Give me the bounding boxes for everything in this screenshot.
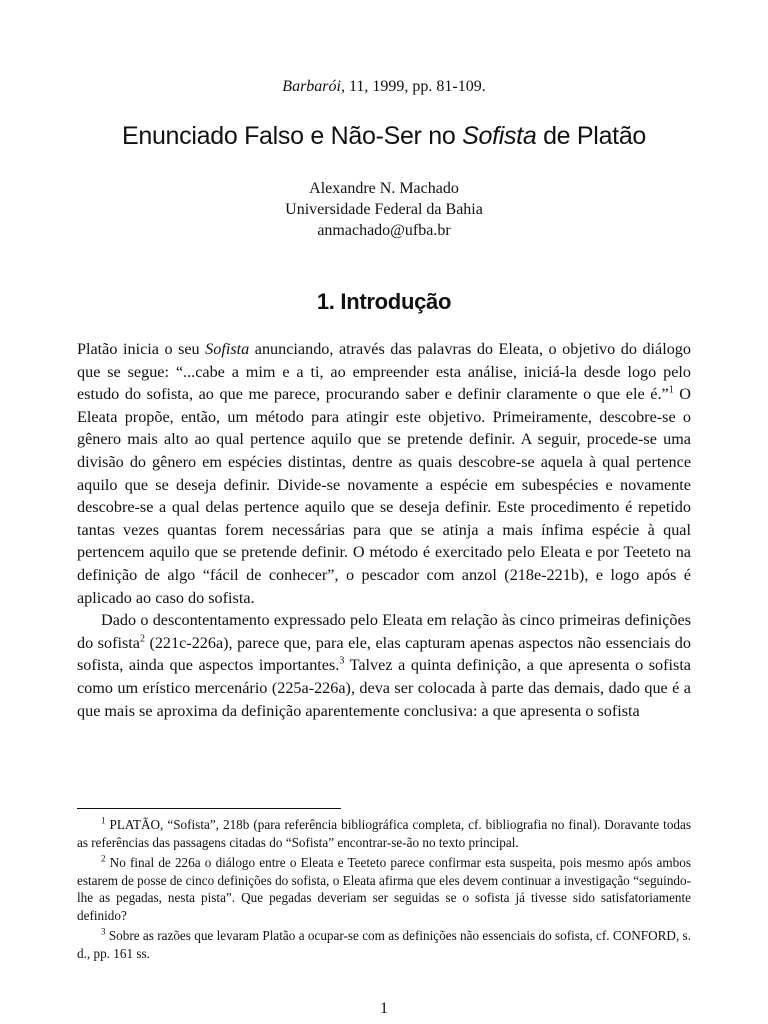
author-email: anmachado@ufba.br [317,222,451,239]
citation-details: , 11, 1999, pp. 81-109. [340,78,486,95]
journal-name: Barbarói [282,78,341,95]
page-number: 1 [380,1000,388,1017]
paragraph-1-part-a: Platão inicia o seu [77,340,206,358]
journal-citation [0,78,768,96]
paper-title [0,122,768,151]
author-block [0,178,768,241]
footnote-2-text: No final de 226a o diálogo entre o Eleata e Teeteto parece confirmar esta suspeita, pois mesmo após ambos estarem de posse de cinco definições do sofista, o Eleata afirma que eles devem continuar a investigação “seguindo-lhe as pegadas, nesta pista”. Que pegadas deveriam ser seguidas se o sofista já tivesse sido satisfatoriamente definido? [77,855,691,923]
paragraph-2-part-b: (221c-226a), parece que, para ele, elas capturam apenas aspectos não essenciais do sofista, ainda que aspectos importantes. [77,633,691,675]
footnotes [77,816,691,965]
footnote-ref-3[interactable]: 3 [339,655,345,667]
footnote-divider [77,808,341,809]
footnote-ref-1[interactable]: 1 [668,384,674,396]
title-italic-work: Sofista [462,122,537,150]
footnote-2-number: 2 [101,853,106,864]
title-part-2: de Platão [536,122,647,150]
paragraph-2-part-c: Talvez a quinta definição, a que apresenta o sofista como um erístico mercenário (225a-226a), deva ser colocada à parte das demais, dado que é a que mais se aproxima da definição aparentemente conclusiva: a que apresenta o sofista [77,656,691,720]
title-part-1: Enunciado Falso e Não-Ser no [121,122,463,150]
footnote-1-text: PLATÃO, “Sofista”, 218b (para referência bibliográfica completa, cf. bibliografia no final). Doravante todas as referências das passagens citadas do “Sofista” encontrar-se-ão no texto principal. [77,817,691,850]
footnote-1-number: 1 [101,815,106,826]
paragraph-2 [77,609,691,722]
footnote-2 [77,854,691,924]
footnote-ref-2[interactable]: 2 [139,633,145,645]
footnote-3 [77,927,691,962]
footnote-1 [77,816,691,851]
paragraph-1 [77,338,691,609]
author-affiliation: Universidade Federal da Bahia [285,201,483,218]
paragraph-1-part-b: anunciando, através das palavras do Eleata, o objetivo do diálogo que se segue: “...cabe a mim e a ti, ao empreender esta análise, iniciá-la desde logo pelo estudo do sofista, ao que me parece, procurando saber e definir claramente o que ele é.” [77,340,691,404]
author-name: Alexandre N. Machado [309,180,459,197]
paragraph-1-italic: Sofista [205,340,250,358]
footnote-3-text: Sobre as razões que levaram Platão a ocupar-se com as definições não essenciais do sofista, cf. CONFORD, s. d., pp. 161 ss. [77,928,691,961]
section-heading: 1. Introdução [316,289,452,314]
body-text [77,338,691,722]
paragraph-1-part-c: O Eleata propõe, então, um método para atingir este objetivo. Primeiramente, descobre-se o gênero mais alto ao qual pertence aquilo que se pretende definir. A seguir, procede-se uma divisão do gênero em espécies distintas, dentre as quais descobre-se aquela à qual pertence aquilo que se deseja definir. Divide-se novamente a espécie em subespécies e novamente descobre-se a qual delas pertence aquilo que se deseja definir. Este procedimento é repetido tantas vezes quantas forem necessárias para que se atinja a mais ínfima espécie à qual pertencem aquilo que se pretende definir. O método é exercitado pelo Eleata e por Teeteto na definição de algo “fácil de conhecer”, o pescador com anzol (218e-221b), e logo após é aplicado ao caso do sofista. [77,385,691,607]
paragraph-2-part-a: Dado o descontentamento expressado pelo Eleata em relação às cinco primeiras definições do sofista [77,611,691,652]
footnote-3-number: 3 [101,926,106,937]
